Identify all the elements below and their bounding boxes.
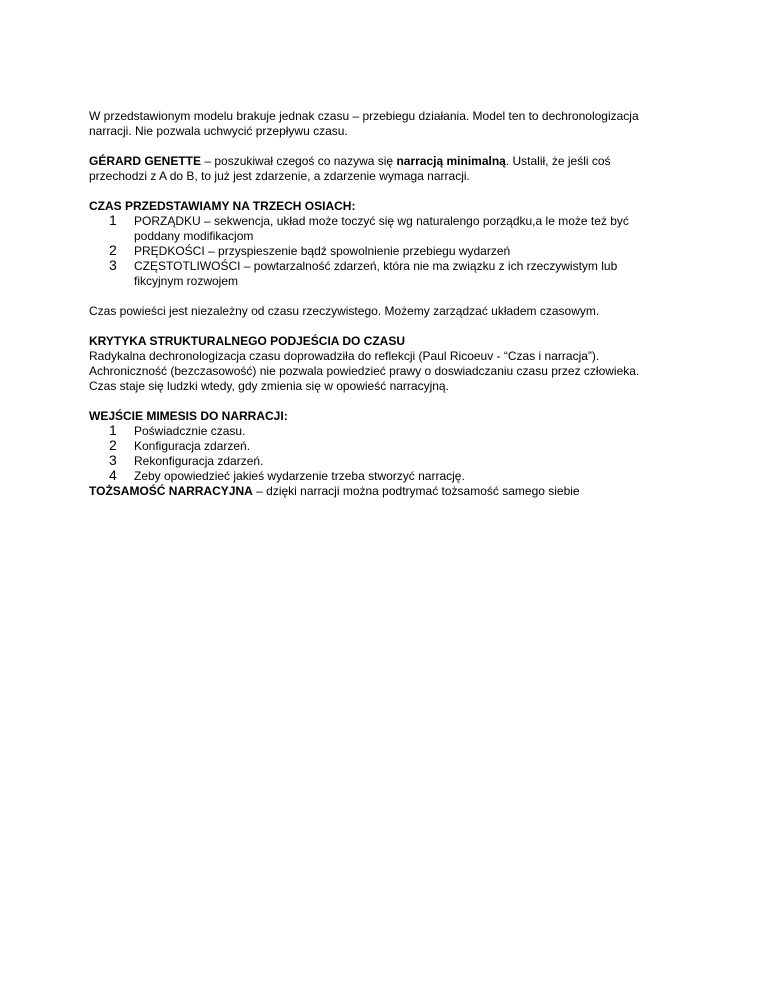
list-item (89, 424, 689, 439)
list-item-line-1: CZĘSTOTLIWOŚCI – powtarzalność zdarzeń, która nie ma związku z ich rzeczywistym lub (134, 259, 618, 273)
list-item (89, 439, 689, 454)
list-number: 1 (109, 422, 117, 438)
identity-text: – dzięki narracji można podtrymać tożsamość samego siebie (252, 484, 580, 498)
critique-line-1: Radykalna dechronologizacja czasu doprowadziła do reflekcji (Paul Ricoeuv - “Czas i narracja”). (89, 349, 600, 363)
intro-paragraph (89, 109, 689, 139)
genette-name: GÉRARD GENETTE (89, 154, 202, 168)
critique-line-2: Achroniczność (bezczasowość) nie pozwala powiedzieć prawy o doswiadczaniu czasu przez człowieka. (89, 364, 640, 378)
axes-heading: CZAS PRZEDSTAWIAMY NA TRZECH OSIACH: (89, 199, 356, 213)
list-item (89, 244, 689, 259)
critique-line-3: Czas staje się ludzki wtedy, gdy zmienia się w opowieść narracyjną. (89, 379, 449, 393)
list-item (89, 259, 689, 289)
list-item-line-2: poddany modifikacjom (134, 229, 254, 243)
intro-line-1: W przedstawionym modelu brakuje jednak czasu – przebiegu działania. Model ten to dechronologizacja (89, 109, 639, 123)
mimesis-heading: WEJŚCIE MIMESIS DO NARRACJI: (89, 409, 288, 423)
axes-list (89, 214, 689, 289)
list-item (89, 469, 689, 484)
list-item-text: Zeby opowiedzieć jakieś wydarzenie trzeba stworzyć narrację. (134, 469, 465, 483)
list-number: 1 (109, 212, 117, 228)
list-number: 3 (109, 452, 117, 468)
document-page (89, 109, 689, 499)
list-item-text: Poświadcznie czasu. (134, 424, 246, 438)
list-number: 2 (109, 242, 117, 258)
list-item-line-1: PORZĄDKU – sekwencja, układ może toczyć się wg naturalengo porządku,a le może też być (134, 214, 629, 228)
mimesis-list (89, 424, 689, 484)
critique-paragraph (89, 349, 689, 394)
list-number: 3 (109, 257, 117, 273)
list-item-text: Konfiguracja zdarzeń. (134, 439, 251, 453)
list-item-line-1: PRĘDKOŚCI – przyspieszenie bądź spowolnienie przebiegu wydarzeń (134, 244, 511, 258)
list-number: 2 (109, 437, 117, 453)
genette-paragraph (89, 154, 689, 184)
identity-term: TOŻSAMOŚĆ NARRACYJNA (89, 484, 253, 498)
genette-line-2: przechodzi z A do B, to już jest zdarzenie, a zdarzenie wymaga narracji. (89, 169, 470, 183)
list-item-line-2: fikcyjnym rozwojem (134, 274, 239, 288)
intro-line-2: narracji. Nie pozwala uchwycić przepływu czasu. (89, 124, 348, 138)
novel-time-paragraph: Czas powieści jest niezależny od czasu rzeczywistego. Możemy zarządzać układem czasowym. (89, 304, 600, 318)
genette-text-b: . Ustalił, że jeśli coś (505, 154, 611, 168)
list-item-text: Rekonfiguracja zdarzeń. (134, 454, 264, 468)
list-number: 4 (109, 467, 117, 483)
list-item (89, 214, 689, 244)
genette-term: narracją minimalną (396, 154, 506, 168)
genette-text-a: – poszukiwał czegoś co nazywa się (201, 154, 397, 168)
list-item (89, 454, 689, 469)
identity-paragraph (89, 484, 689, 499)
critique-heading: KRYTYKA STRUKTURALNEGO PODJEŚCIA DO CZASU (89, 334, 406, 348)
